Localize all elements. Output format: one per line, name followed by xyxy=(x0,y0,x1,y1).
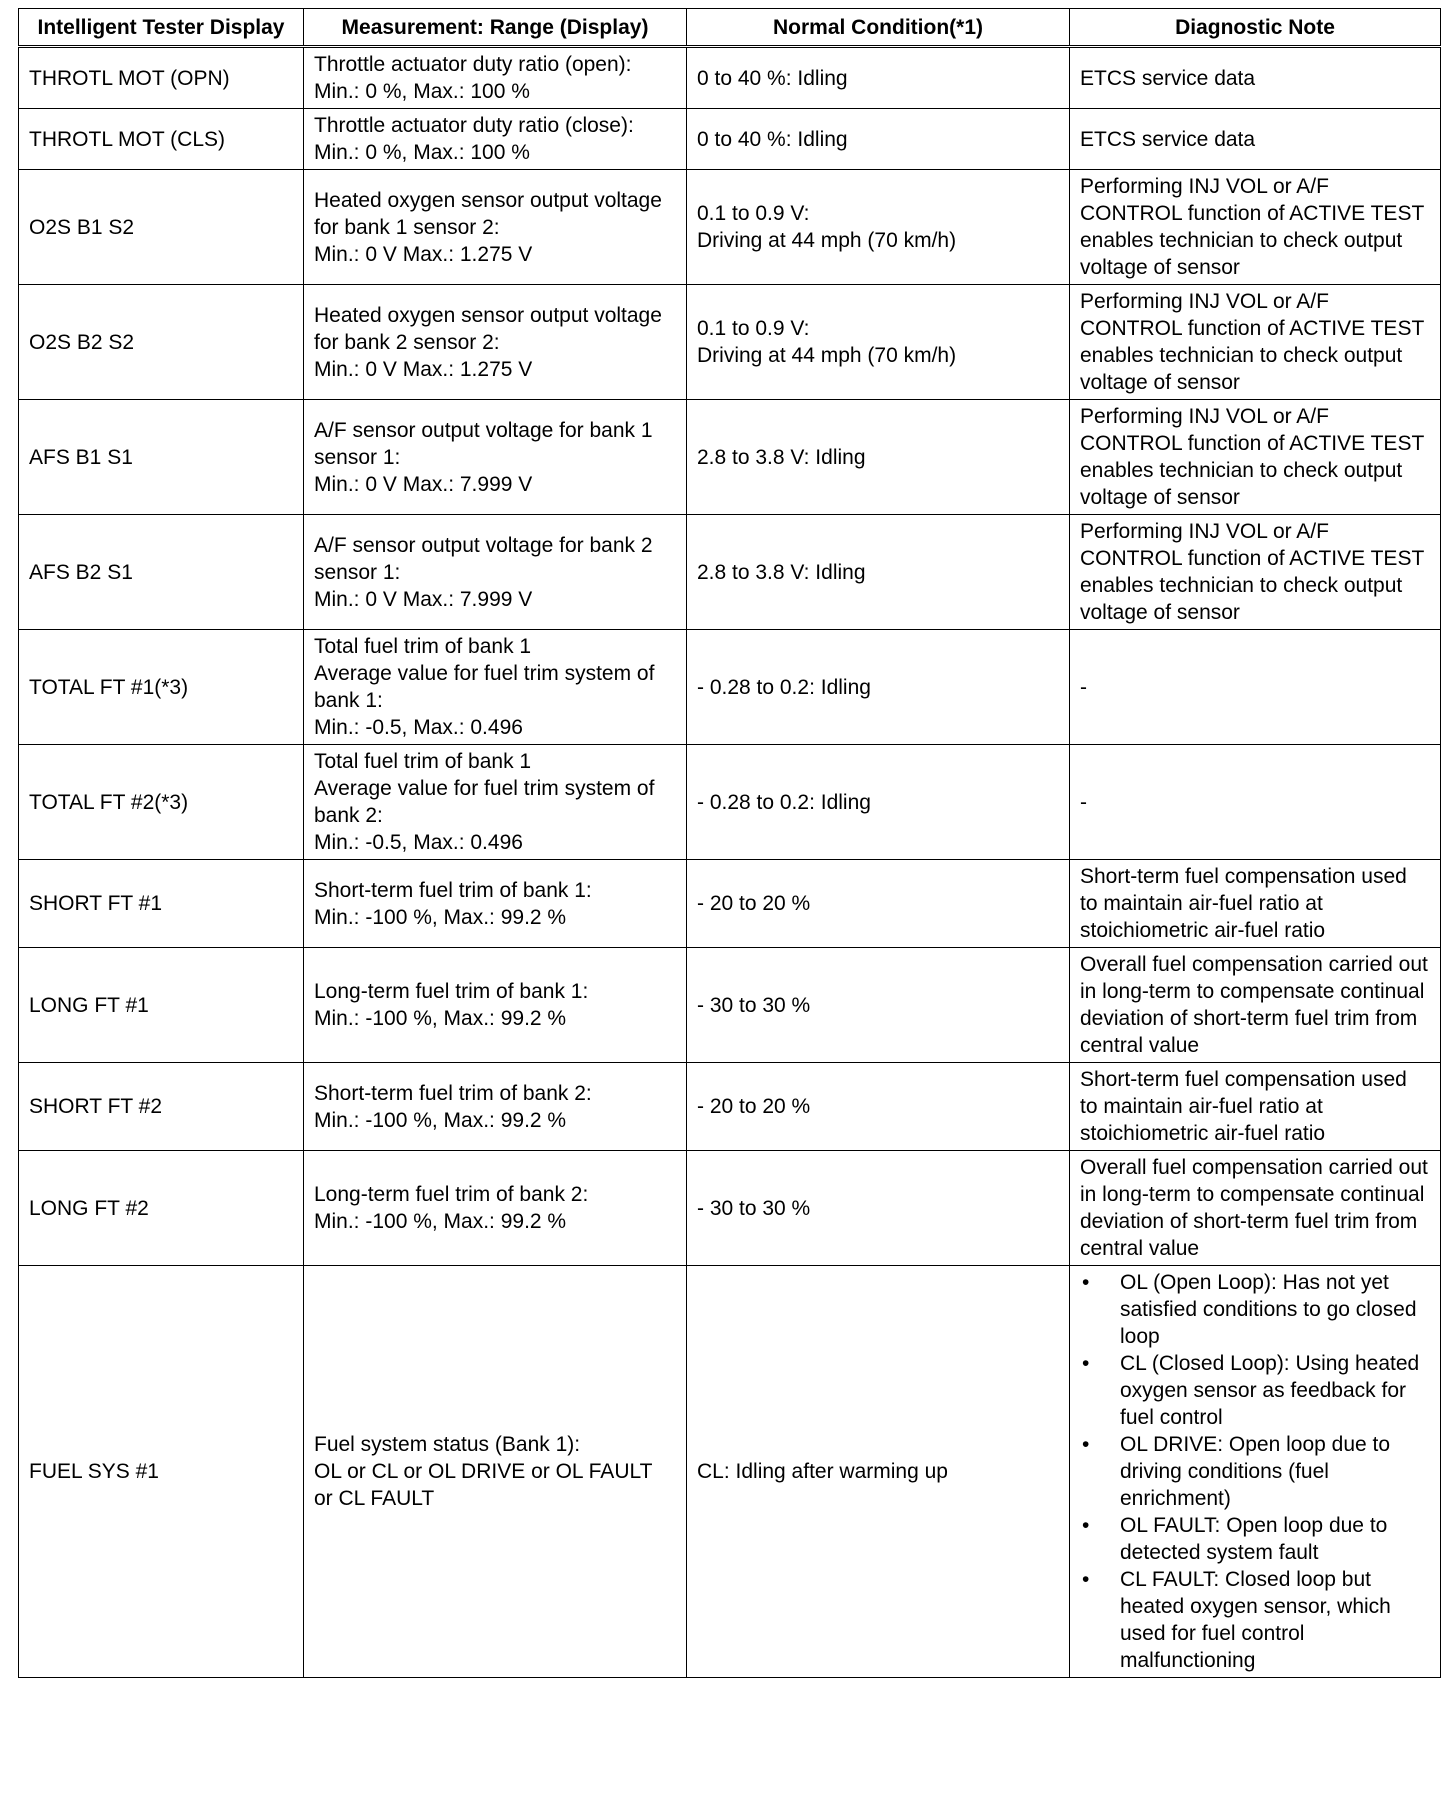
cell-diagnostic-note xyxy=(1070,1063,1441,1151)
cell-normal-condition xyxy=(687,1151,1070,1266)
cell-measurement-range-line: Fuel system status (Bank 1): xyxy=(314,1433,581,1456)
table-row xyxy=(19,1266,1441,1678)
cell-measurement-range xyxy=(304,47,687,109)
cell-diagnostic-note-line: Short-term fuel compensation used to maintain air-fuel ratio at stoichiometric air-fuel ratio xyxy=(1080,1068,1407,1145)
cell-normal-condition xyxy=(687,285,1070,400)
cell-normal-condition xyxy=(687,948,1070,1063)
cell-measurement-range-line: Throttle actuator duty ratio (close): xyxy=(314,114,634,137)
table-row xyxy=(19,285,1441,400)
cell-diagnostic-note xyxy=(1070,515,1441,630)
cell-normal-condition-line: 0.1 to 0.9 V: xyxy=(697,317,810,340)
data-list-table xyxy=(18,8,1441,1678)
cell-diagnostic-note xyxy=(1070,1266,1441,1678)
header-measurement-range: Measurement: Range (Display) xyxy=(304,9,687,47)
cell-tester-display: AFS B1 S1 xyxy=(19,400,304,515)
cell-diagnostic-note-line: Short-term fuel compensation used to maintain air-fuel ratio at stoichiometric air-fuel ratio xyxy=(1080,865,1407,942)
cell-diagnostic-note-line: Overall fuel compensation carried out in long-term to compensate continual deviation of short-term fuel trim from central value xyxy=(1080,953,1428,1057)
cell-normal-condition-line: - 30 to 30 % xyxy=(697,993,811,1017)
cell-normal-condition-line: 0 to 40 %: Idling xyxy=(697,127,848,151)
table-row xyxy=(19,47,1441,109)
cell-measurement-range-line: Average value for fuel trim system of bank 1: xyxy=(314,662,655,712)
cell-diagnostic-note xyxy=(1070,860,1441,948)
cell-measurement-range-line: Min.: -100 %, Max.: 99.2 % xyxy=(314,1007,567,1030)
cell-diagnostic-note-line: Performing INJ VOL or A/F CONTROL function of ACTIVE TEST enables technician to check output voltage of sensor xyxy=(1080,290,1424,394)
table-row xyxy=(19,515,1441,630)
table-row xyxy=(19,745,1441,860)
cell-tester-display: SHORT FT #2 xyxy=(19,1063,304,1151)
cell-diagnostic-note-line: Performing INJ VOL or A/F CONTROL function of ACTIVE TEST enables technician to check output voltage of sensor xyxy=(1080,405,1424,509)
cell-normal-condition-line: - 0.28 to 0.2: Idling xyxy=(697,675,871,699)
cell-diagnostic-note-line: ETCS service data xyxy=(1080,66,1256,90)
table-row xyxy=(19,860,1441,948)
table-row xyxy=(19,1063,1441,1151)
cell-measurement-range xyxy=(304,109,687,170)
table-row xyxy=(19,948,1441,1063)
cell-measurement-range-line: Min.: -100 %, Max.: 99.2 % xyxy=(314,1210,567,1233)
cell-measurement-range xyxy=(304,515,687,630)
cell-measurement-range xyxy=(304,1063,687,1151)
cell-normal-condition xyxy=(687,1063,1070,1151)
cell-measurement-range-line: A/F sensor output voltage for bank 2 sensor 1: xyxy=(314,533,653,584)
cell-normal-condition-line: - 30 to 30 % xyxy=(697,1196,811,1220)
cell-normal-condition xyxy=(687,400,1070,515)
table-row xyxy=(19,400,1441,515)
cell-normal-condition-line: 2.8 to 3.8 V: Idling xyxy=(697,445,866,469)
table-row xyxy=(19,109,1441,170)
cell-diagnostic-note-line: - xyxy=(1080,675,1087,699)
cell-diagnostic-note-line: Overall fuel compensation carried out in long-term to compensate continual deviation of short-term fuel trim from central value xyxy=(1080,1156,1428,1260)
cell-measurement-range-line: Heated oxygen sensor output voltage for bank 2 sensor 2: xyxy=(314,303,662,354)
cell-measurement-range-line: Heated oxygen sensor output voltage for bank 1 sensor 2: xyxy=(314,188,662,239)
cell-tester-display: THROTL MOT (OPN) xyxy=(19,47,304,109)
table-row xyxy=(19,170,1441,285)
cell-tester-display: LONG FT #2 xyxy=(19,1151,304,1266)
header-normal-condition: Normal Condition(*1) xyxy=(687,9,1070,47)
cell-normal-condition-line: - 0.28 to 0.2: Idling xyxy=(697,790,871,814)
cell-normal-condition xyxy=(687,745,1070,860)
cell-diagnostic-note-line: - xyxy=(1080,790,1087,814)
cell-measurement-range xyxy=(304,630,687,745)
cell-measurement-range xyxy=(304,400,687,515)
cell-measurement-range-line: Long-term fuel trim of bank 1: xyxy=(314,980,589,1003)
cell-diagnostic-note xyxy=(1070,948,1441,1063)
header-row xyxy=(19,9,1441,47)
cell-normal-condition xyxy=(687,109,1070,170)
cell-measurement-range-line: A/F sensor output voltage for bank 1 sensor 1: xyxy=(314,418,653,469)
cell-measurement-range-line: OL or CL or OL DRIVE or OL FAULT or CL FAULT xyxy=(314,1460,653,1510)
cell-measurement-range xyxy=(304,1151,687,1266)
cell-normal-condition xyxy=(687,47,1070,109)
cell-measurement-range-line: Min.: 0 %, Max.: 100 % xyxy=(314,141,530,164)
cell-measurement-range-line: Short-term fuel trim of bank 2: xyxy=(314,1081,592,1105)
header-diagnostic-note: Diagnostic Note xyxy=(1070,9,1441,47)
cell-measurement-range-line: Total fuel trim of bank 1 xyxy=(314,750,532,773)
cell-normal-condition-line: CL: Idling after warming up xyxy=(697,1460,948,1483)
cell-tester-display: O2S B2 S2 xyxy=(19,285,304,400)
cell-normal-condition-line: 2.8 to 3.8 V: Idling xyxy=(697,560,866,584)
cell-diagnostic-note xyxy=(1070,170,1441,285)
cell-measurement-range-line: Short-term fuel trim of bank 1: xyxy=(314,878,592,902)
diagnostic-note-item: • OL FAULT: Open loop due to detected system fault xyxy=(1080,1512,1430,1566)
cell-measurement-range-line: Min.: -100 %, Max.: 99.2 % xyxy=(314,905,567,929)
cell-diagnostic-note xyxy=(1070,745,1441,860)
cell-measurement-range-line: Min.: 0 V Max.: 1.275 V xyxy=(314,357,533,381)
cell-measurement-range-line: Min.: -0.5, Max.: 0.496 xyxy=(314,716,523,739)
cell-normal-condition xyxy=(687,860,1070,948)
cell-diagnostic-note-line: Performing INJ VOL or A/F CONTROL function of ACTIVE TEST enables technician to check output voltage of sensor xyxy=(1080,175,1424,279)
cell-measurement-range xyxy=(304,170,687,285)
cell-diagnostic-note xyxy=(1070,630,1441,745)
cell-measurement-range-line: Min.: 0 %, Max.: 100 % xyxy=(314,80,530,103)
table-header xyxy=(19,9,1441,47)
cell-normal-condition-line: Driving at 44 mph (70 km/h) xyxy=(697,344,957,367)
cell-tester-display: SHORT FT #1 xyxy=(19,860,304,948)
diagnostic-note-item: • CL FAULT: Closed loop but heated oxygen sensor, which used for fuel control malfunctioning xyxy=(1080,1566,1430,1674)
cell-normal-condition-line: Driving at 44 mph (70 km/h) xyxy=(697,229,957,252)
cell-measurement-range-line: Total fuel trim of bank 1 xyxy=(314,635,532,658)
table-row xyxy=(19,630,1441,745)
cell-normal-condition-line: 0 to 40 %: Idling xyxy=(697,66,848,90)
cell-tester-display: TOTAL FT #2(*3) xyxy=(19,745,304,860)
diagnostic-note-list xyxy=(1080,1269,1430,1674)
header-tester-display: Intelligent Tester Display xyxy=(19,9,304,47)
diagnostic-note-item: • OL (Open Loop): Has not yet satisfied conditions to go closed loop xyxy=(1080,1269,1430,1350)
cell-measurement-range-line: Throttle actuator duty ratio (open): xyxy=(314,53,632,76)
cell-diagnostic-note xyxy=(1070,109,1441,170)
cell-measurement-range xyxy=(304,948,687,1063)
cell-normal-condition xyxy=(687,170,1070,285)
cell-tester-display: LONG FT #1 xyxy=(19,948,304,1063)
cell-tester-display: FUEL SYS #1 xyxy=(19,1266,304,1678)
cell-diagnostic-note xyxy=(1070,285,1441,400)
cell-normal-condition xyxy=(687,1266,1070,1678)
cell-measurement-range-line: Min.: -0.5, Max.: 0.496 xyxy=(314,831,523,854)
cell-normal-condition-line: 0.1 to 0.9 V: xyxy=(697,202,810,225)
table-body xyxy=(19,47,1441,1678)
diagnostic-note-item: • OL DRIVE: Open loop due to driving conditions (fuel enrichment) xyxy=(1080,1431,1430,1512)
cell-tester-display: TOTAL FT #1(*3) xyxy=(19,630,304,745)
cell-measurement-range xyxy=(304,860,687,948)
cell-normal-condition-line: - 20 to 20 % xyxy=(697,892,811,915)
cell-normal-condition-line: - 20 to 20 % xyxy=(697,1095,811,1118)
cell-diagnostic-note xyxy=(1070,47,1441,109)
cell-diagnostic-note-line: ETCS service data xyxy=(1080,127,1256,151)
cell-tester-display: O2S B1 S2 xyxy=(19,170,304,285)
cell-measurement-range xyxy=(304,745,687,860)
cell-measurement-range xyxy=(304,285,687,400)
table-row xyxy=(19,1151,1441,1266)
cell-measurement-range-line: Long-term fuel trim of bank 2: xyxy=(314,1183,589,1206)
cell-tester-display: AFS B2 S1 xyxy=(19,515,304,630)
cell-measurement-range-line: Average value for fuel trim system of bank 2: xyxy=(314,777,655,827)
cell-normal-condition xyxy=(687,515,1070,630)
cell-measurement-range xyxy=(304,1266,687,1678)
cell-measurement-range-line: Min.: 0 V Max.: 7.999 V xyxy=(314,472,533,496)
cell-tester-display: THROTL MOT (CLS) xyxy=(19,109,304,170)
cell-diagnostic-note-line: Performing INJ VOL or A/F CONTROL function of ACTIVE TEST enables technician to check output voltage of sensor xyxy=(1080,520,1424,624)
cell-measurement-range-line: Min.: -100 %, Max.: 99.2 % xyxy=(314,1108,567,1132)
cell-diagnostic-note xyxy=(1070,400,1441,515)
cell-measurement-range-line: Min.: 0 V Max.: 1.275 V xyxy=(314,242,533,266)
cell-diagnostic-note xyxy=(1070,1151,1441,1266)
diagnostic-note-item: • CL (Closed Loop): Using heated oxygen sensor as feedback for fuel control xyxy=(1080,1350,1430,1431)
cell-measurement-range-line: Min.: 0 V Max.: 7.999 V xyxy=(314,587,533,611)
cell-normal-condition xyxy=(687,630,1070,745)
